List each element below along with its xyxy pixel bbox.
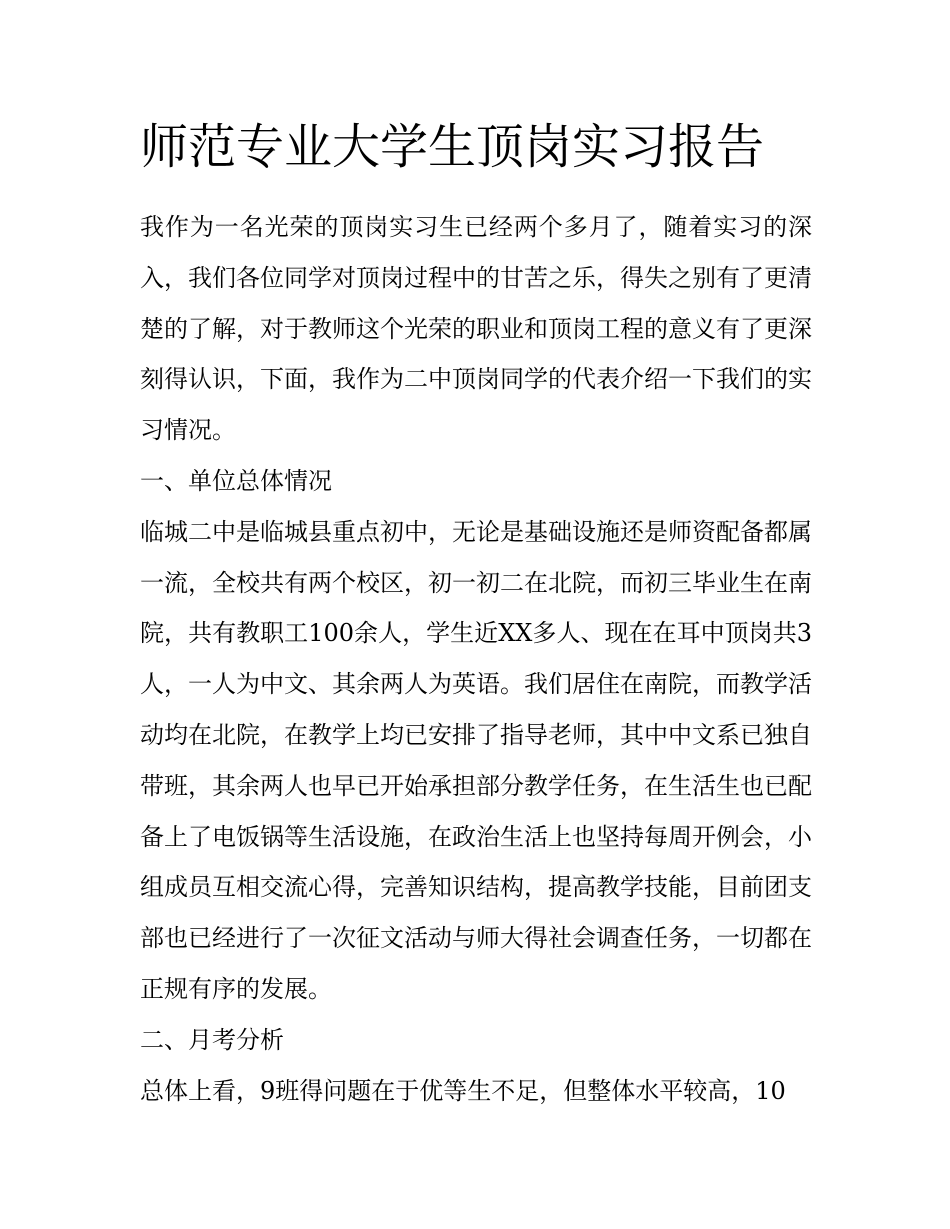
monthly-exam-paragraph: 总体上看，9班得问题在于优等生不足，但整体水平较高，10 xyxy=(140,1076,786,1105)
document-title: 师范专业大学生顶岗实习报告 xyxy=(140,119,765,175)
section-heading-monthly-exam: 二、月考分析 xyxy=(140,1025,284,1054)
document-body xyxy=(140,202,812,1116)
section-heading-unit-overview: 一、单位总体情况 xyxy=(140,466,332,495)
intro-paragraph: 我作为一名光荣的顶岗实习生已经两个多月了，随着实习的深入，我们各位同学对顶岗过程中的甘苦之乐，得失之别有了更清楚的了解，对于教师这个光荣的职业和顶岗工程的意义有了更深刻得认识，下面，我作为二中顶岗同学的代表介绍一下我们的实习情况。 xyxy=(140,213,812,445)
document-page xyxy=(140,112,812,1116)
unit-overview-paragraph: 临城二中是临城县重点初中，无论是基础设施还是师资配备都属一流，全校共有两个校区，初一初二在北院，而初三毕业生在南院，共有教职工100余人，学生近XX多人、现在在耳中顶岗共3人，一人为中文、其余两人为英语。我们居住在南院，而教学活动均在北院，在教学上均已安排了指导老师，其中中文系已独自带班，其余两人也早已开始承担部分教学任务，在生活生也已配备上了电饭锅等生活设施，在政治生活上也坚持每周开例会，小组成员互相交流心得，完善知识结构，提高教学技能，目前团支部也已经进行了一次征文活动与师大得社会调查任务，一切都在正规有序的发展。 xyxy=(140,517,812,1003)
